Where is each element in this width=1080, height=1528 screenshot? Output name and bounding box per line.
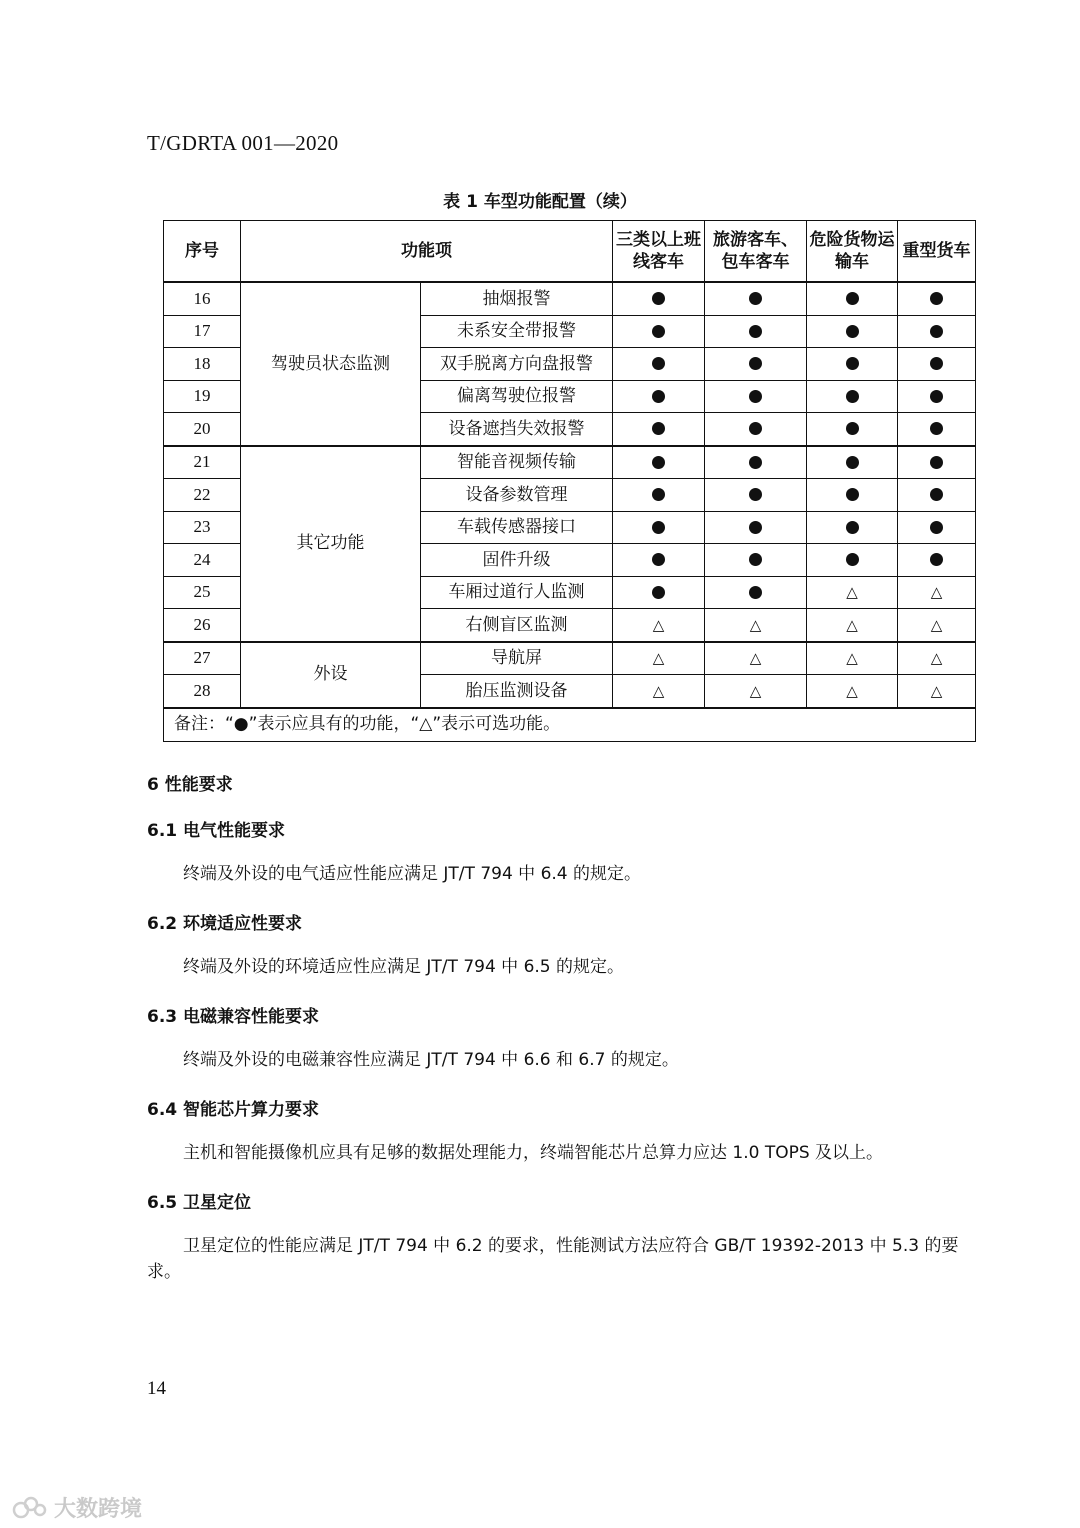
filled-dot-icon xyxy=(846,422,859,435)
filled-dot-icon xyxy=(930,488,943,501)
filled-dot-icon xyxy=(930,390,943,403)
triangle-icon: △ xyxy=(652,649,665,668)
required-mark xyxy=(807,479,898,512)
filled-dot-icon xyxy=(652,586,665,599)
row-seq: 28 xyxy=(164,675,241,708)
row-seq: 24 xyxy=(164,544,241,577)
row-item: 车载传感器接口 xyxy=(421,511,613,544)
optional-mark xyxy=(898,609,976,642)
required-mark xyxy=(613,446,705,479)
filled-dot-icon xyxy=(749,553,762,566)
required-mark xyxy=(898,446,976,479)
header-function: 功能项 xyxy=(241,221,613,283)
section-6-4-title: 6.4 智能芯片算力要求 xyxy=(147,1100,320,1120)
filled-dot-icon xyxy=(749,422,762,435)
row-item: 设备遮挡失效报警 xyxy=(421,413,613,446)
triangle-icon: △ xyxy=(749,649,762,668)
row-item: 导航屏 xyxy=(421,642,613,675)
triangle-icon: △ xyxy=(749,615,762,634)
header-seq: 序号 xyxy=(164,221,241,283)
optional-mark xyxy=(613,609,705,642)
row-item: 右侧盲区监测 xyxy=(421,609,613,642)
triangle-icon: △ xyxy=(930,681,943,700)
filled-dot-icon xyxy=(749,357,762,370)
filled-dot-icon xyxy=(749,325,762,338)
filled-dot-icon xyxy=(749,521,762,534)
optional-mark xyxy=(898,642,976,675)
required-mark xyxy=(898,348,976,381)
table-note-row xyxy=(164,708,976,742)
group-name: 其它功能 xyxy=(241,446,421,642)
filled-dot-icon xyxy=(846,553,859,566)
row-seq: 20 xyxy=(164,413,241,446)
logo-icon xyxy=(12,1495,48,1521)
row-item: 胎压监测设备 xyxy=(421,675,613,708)
filled-dot-icon xyxy=(652,553,665,566)
filled-dot-icon xyxy=(846,390,859,403)
row-seq: 16 xyxy=(164,282,241,315)
section-6-3-text: 终端及外设的电磁兼容性应满足 JT/T 794 中 6.6 和 6.7 的规定。 xyxy=(183,1050,679,1070)
filled-dot-icon xyxy=(930,357,943,370)
triangle-icon: △ xyxy=(652,615,665,634)
required-mark xyxy=(807,315,898,348)
row-seq: 19 xyxy=(164,380,241,413)
required-mark xyxy=(898,544,976,577)
required-mark xyxy=(898,511,976,544)
row-seq: 18 xyxy=(164,348,241,381)
filled-dot-icon xyxy=(749,390,762,403)
triangle-icon: △ xyxy=(652,681,665,700)
row-seq: 26 xyxy=(164,609,241,642)
table-caption: 表 1 车型功能配置（续） xyxy=(443,192,637,212)
required-mark xyxy=(705,576,807,609)
required-mark xyxy=(613,479,705,512)
table-row xyxy=(164,282,976,315)
optional-mark xyxy=(807,675,898,708)
group-name: 外设 xyxy=(241,642,421,708)
optional-mark xyxy=(898,675,976,708)
triangle-icon: △ xyxy=(846,681,858,700)
row-item: 智能音视频传输 xyxy=(421,446,613,479)
table-header-row xyxy=(164,221,976,283)
required-mark xyxy=(705,348,807,381)
required-mark xyxy=(898,315,976,348)
filled-dot-icon xyxy=(930,521,943,534)
vehicle-function-table xyxy=(163,220,976,742)
row-item: 设备参数管理 xyxy=(421,479,613,512)
filled-dot-icon xyxy=(846,521,859,534)
section-6-1-text: 终端及外设的电气适应性能应满足 JT/T 794 中 6.4 的规定。 xyxy=(183,864,642,884)
required-mark xyxy=(613,511,705,544)
required-mark xyxy=(807,380,898,413)
required-mark xyxy=(807,413,898,446)
required-mark xyxy=(898,413,976,446)
required-mark xyxy=(807,544,898,577)
filled-dot-icon xyxy=(846,292,859,305)
optional-mark xyxy=(807,642,898,675)
required-mark xyxy=(898,479,976,512)
watermark xyxy=(12,1492,142,1523)
page-number: 14 xyxy=(147,1378,166,1399)
table-row xyxy=(164,642,976,675)
required-mark xyxy=(613,380,705,413)
group-name: 驾驶员状态监测 xyxy=(241,282,421,446)
triangle-icon: △ xyxy=(930,615,943,634)
filled-dot-icon xyxy=(930,456,943,469)
triangle-icon: △ xyxy=(749,681,762,700)
triangle-icon: △ xyxy=(846,649,858,668)
filled-dot-icon xyxy=(749,292,762,305)
required-mark xyxy=(705,511,807,544)
filled-dot-icon xyxy=(846,456,859,469)
required-mark xyxy=(705,282,807,315)
row-item: 未系安全带报警 xyxy=(421,315,613,348)
required-mark xyxy=(613,348,705,381)
document-id: T/GDRTA 001—2020 xyxy=(147,131,339,155)
header-col1: 三类以上班线客车 xyxy=(613,221,705,283)
section-6-4-text: 主机和智能摄像机应具有足够的数据处理能力，终端智能芯片总算力应达 1.0 TOPS 及以上。 xyxy=(183,1143,884,1163)
required-mark xyxy=(705,315,807,348)
section-6-5-text: 卫星定位的性能应满足 JT/T 794 中 6.2 的要求，性能测试方法应符合 GB/T 19392-2013 中 5.3 的要求。 xyxy=(147,1236,959,1282)
filled-dot-icon xyxy=(846,488,859,501)
row-seq: 25 xyxy=(164,576,241,609)
filled-dot-icon xyxy=(846,357,859,370)
required-mark xyxy=(613,576,705,609)
filled-dot-icon xyxy=(652,325,665,338)
optional-mark xyxy=(613,642,705,675)
required-mark xyxy=(898,282,976,315)
filled-dot-icon xyxy=(749,456,762,469)
filled-dot-icon xyxy=(652,422,665,435)
filled-dot-icon xyxy=(652,488,665,501)
required-mark xyxy=(807,511,898,544)
optional-mark xyxy=(807,609,898,642)
filled-dot-icon xyxy=(930,325,943,338)
row-seq: 21 xyxy=(164,446,241,479)
filled-dot-icon xyxy=(652,390,665,403)
required-mark xyxy=(705,479,807,512)
header-col3: 危险货物运输车 xyxy=(807,221,898,283)
required-mark xyxy=(807,446,898,479)
optional-mark xyxy=(705,675,807,708)
optional-mark xyxy=(705,609,807,642)
header-col2: 旅游客车、包车客车 xyxy=(705,221,807,283)
filled-dot-icon xyxy=(749,586,762,599)
section-6-1-title: 6.1 电气性能要求 xyxy=(147,821,286,841)
filled-dot-icon xyxy=(930,422,943,435)
required-mark xyxy=(705,380,807,413)
required-mark xyxy=(807,348,898,381)
required-mark xyxy=(807,282,898,315)
section-6-3-title: 6.3 电磁兼容性能要求 xyxy=(147,1007,320,1027)
section-6-2-title: 6.2 环境适应性要求 xyxy=(147,914,303,934)
filled-dot-icon xyxy=(652,521,665,534)
table-body xyxy=(164,282,976,741)
filled-dot-icon xyxy=(846,325,859,338)
filled-dot-icon xyxy=(652,456,665,469)
optional-mark xyxy=(898,576,976,609)
row-seq: 22 xyxy=(164,479,241,512)
header-col4: 重型货车 xyxy=(898,221,976,283)
row-item: 车厢过道行人监测 xyxy=(421,576,613,609)
required-mark xyxy=(898,380,976,413)
filled-dot-icon xyxy=(749,488,762,501)
section-6-5-title: 6.5 卫星定位 xyxy=(147,1193,252,1213)
row-item: 双手脱离方向盘报警 xyxy=(421,348,613,381)
row-item: 抽烟报警 xyxy=(421,282,613,315)
required-mark xyxy=(613,413,705,446)
required-mark xyxy=(705,413,807,446)
required-mark xyxy=(613,315,705,348)
triangle-icon: △ xyxy=(846,583,858,602)
optional-mark xyxy=(807,576,898,609)
required-mark xyxy=(705,544,807,577)
triangle-icon: △ xyxy=(930,649,943,668)
section-6-2-text: 终端及外设的环境适应性应满足 JT/T 794 中 6.5 的规定。 xyxy=(183,957,625,977)
filled-dot-icon xyxy=(652,292,665,305)
triangle-icon: △ xyxy=(846,615,858,634)
required-mark xyxy=(613,282,705,315)
row-seq: 17 xyxy=(164,315,241,348)
filled-dot-icon xyxy=(930,292,943,305)
row-item: 固件升级 xyxy=(421,544,613,577)
row-seq: 23 xyxy=(164,511,241,544)
table-note: 备注：“●”表示应具有的功能，“△”表示可选功能。 xyxy=(164,708,976,742)
optional-mark xyxy=(705,642,807,675)
filled-dot-icon xyxy=(652,357,665,370)
section-6-title: 6 性能要求 xyxy=(147,775,233,795)
watermark-text: 大数跨境 xyxy=(54,1497,143,1522)
optional-mark xyxy=(613,675,705,708)
row-item: 偏离驾驶位报警 xyxy=(421,380,613,413)
row-seq: 27 xyxy=(164,642,241,675)
required-mark xyxy=(613,544,705,577)
triangle-icon: △ xyxy=(930,583,943,602)
required-mark xyxy=(705,446,807,479)
filled-dot-icon xyxy=(930,553,943,566)
table-row xyxy=(164,446,976,479)
